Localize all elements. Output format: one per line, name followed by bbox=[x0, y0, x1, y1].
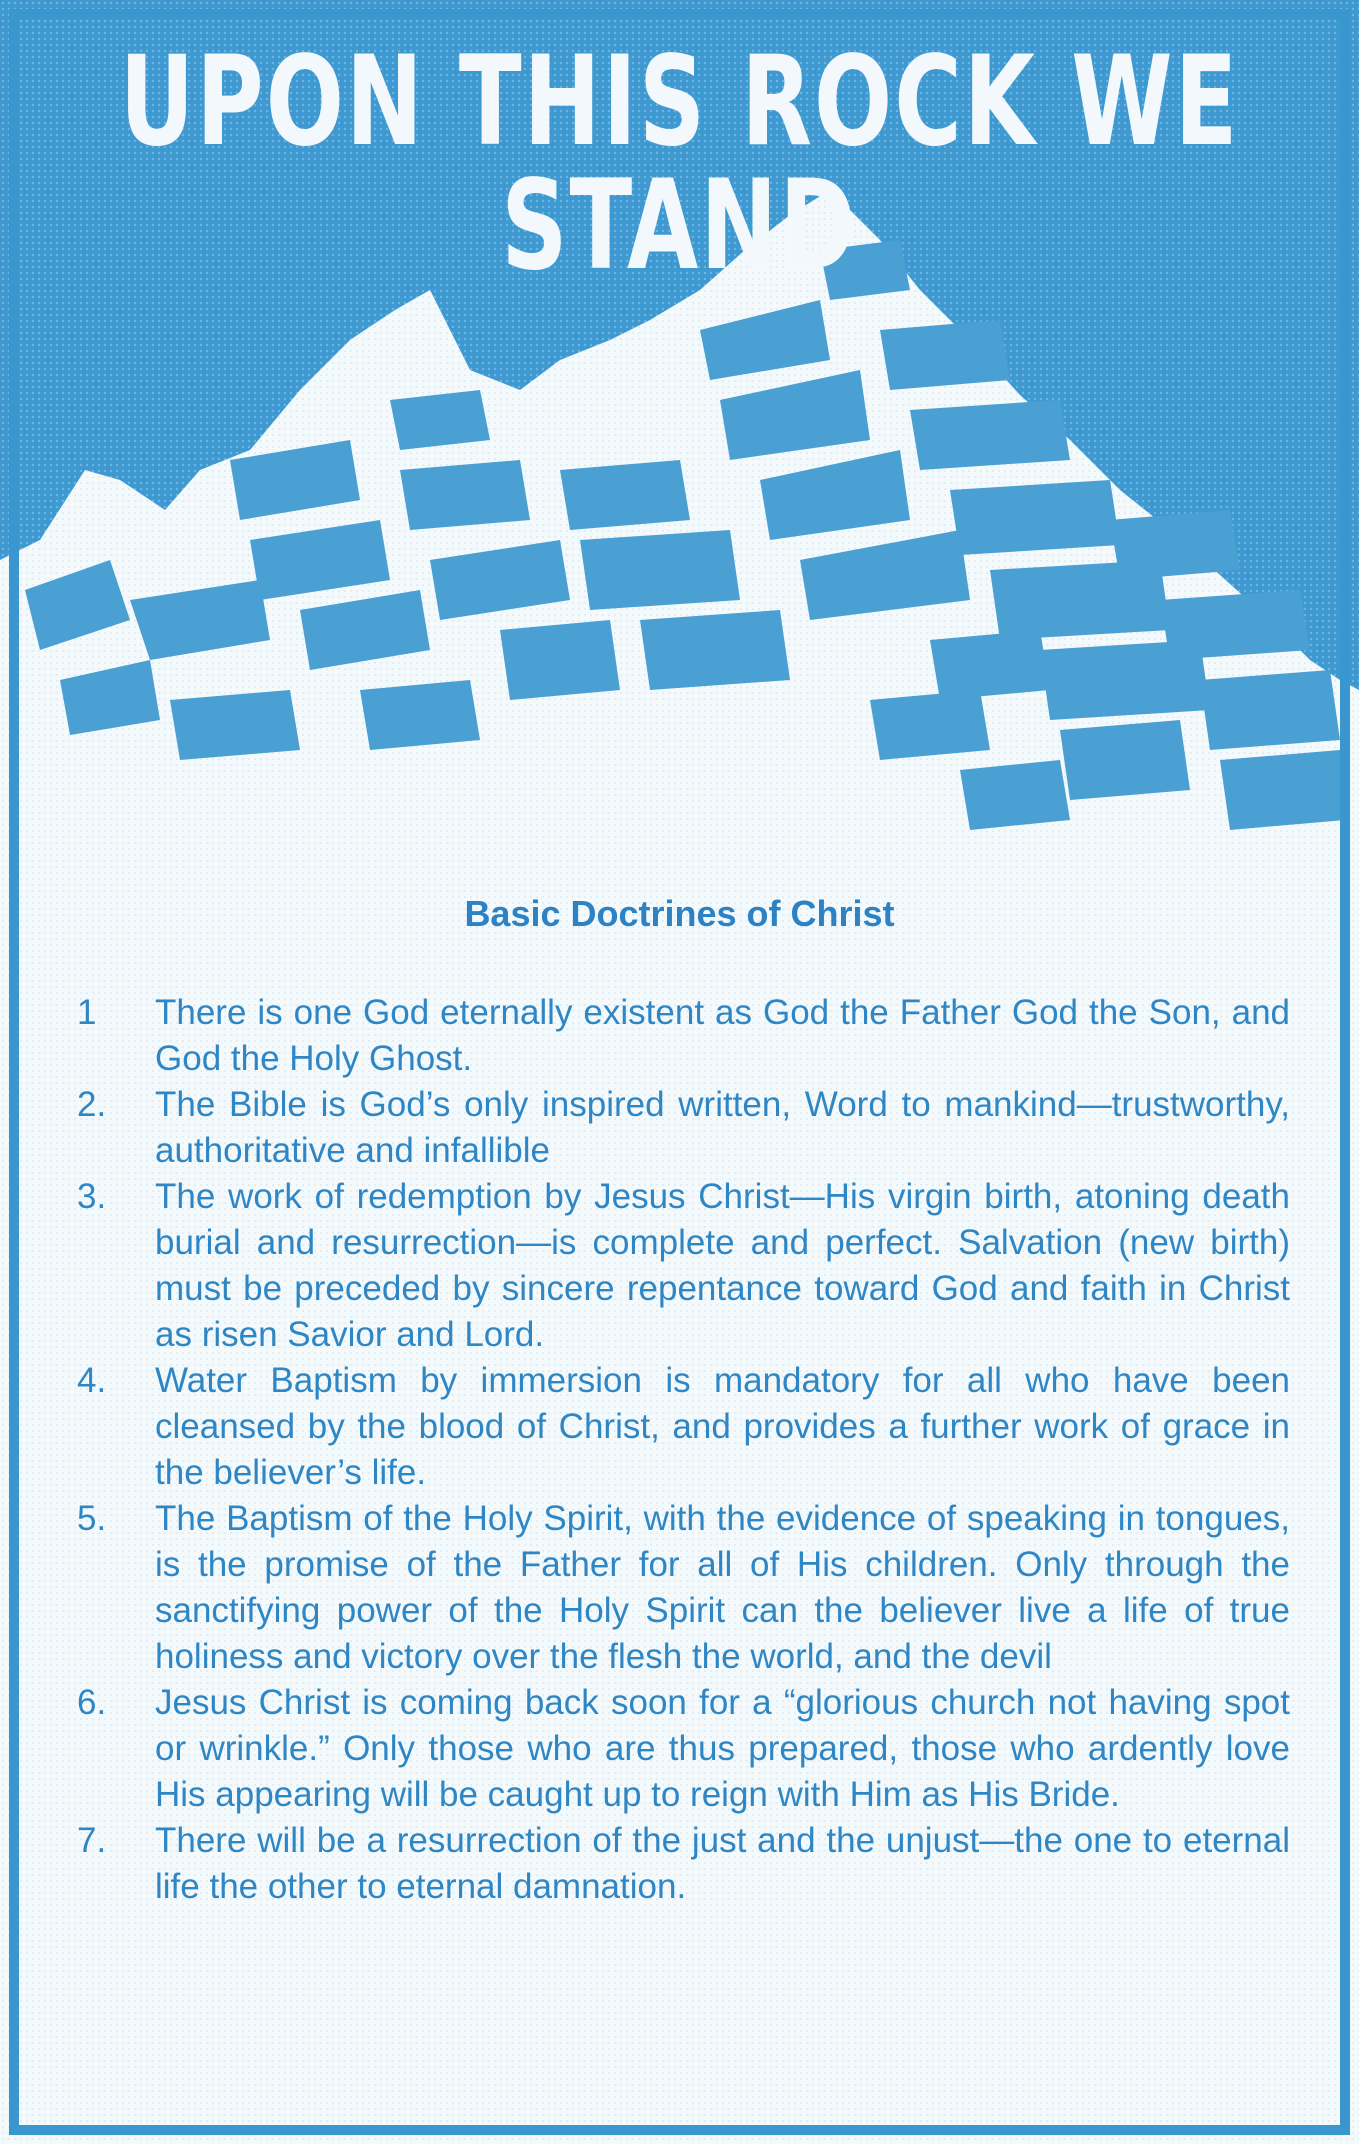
doctrine-text: Water Baptism by immersion is mandatory for all who have been cleansed by the blood of Christ, and provides a further work of grace in the believer’s life. bbox=[155, 1361, 1290, 1492]
page-title: UPON THIS ROCK WE STAND bbox=[119, 29, 1240, 298]
doctrine-text: There will be a resurrection of the just and the unjust—the one to eternal life the other to eternal damnation. bbox=[155, 1821, 1290, 1906]
doctrine-number: 1 bbox=[77, 993, 97, 1032]
doctrine-item bbox=[75, 1082, 1290, 1174]
doctrine-text: The Baptism of the Holy Spirit, with the evidence of speaking in tongues, is the promise of the Father for all of His children. Only through the sanctifying power of the Holy Spirit can the believer live a life of true holiness and victory over the flesh the world, and the devil bbox=[155, 1499, 1290, 1676]
doctrine-item bbox=[75, 1680, 1290, 1818]
doctrine-item bbox=[75, 990, 1290, 1082]
doctrine-item bbox=[75, 1358, 1290, 1496]
doctrine-text: Jesus Christ is coming back soon for a “glorious church not having spot or wrinkle.” Only those who are thus prepared, those who ardently love His appearing will be caught up to reign with Him as His Bride. bbox=[155, 1683, 1290, 1814]
doctrine-text: The work of redemption by Jesus Christ—His virgin birth, atoning death burial and resurrection—is complete and perfect. Salvation (new birth) must be preceded by sincere repentance toward God and faith in Christ as risen Savior and Lord. bbox=[155, 1177, 1290, 1354]
doctrine-text: The Bible is God’s only inspired written, Word to mankind—trustworthy, authoritative and infallible bbox=[155, 1085, 1290, 1170]
doctrine-number: 4. bbox=[77, 1361, 107, 1400]
doctrine-item bbox=[75, 1818, 1290, 1910]
doctrine-list bbox=[75, 990, 1290, 1910]
doctrine-number: 2. bbox=[77, 1085, 107, 1124]
doctrine-item bbox=[75, 1496, 1290, 1680]
section-heading: Basic Doctrines of Christ bbox=[464, 893, 895, 934]
doctrine-number: 6. bbox=[77, 1683, 107, 1722]
doctrine-text: There is one God eternally existent as God the Father God the Son, and God the Holy Ghost. bbox=[155, 993, 1290, 1078]
doctrine-number: 5. bbox=[77, 1499, 107, 1538]
doctrine-item bbox=[75, 1174, 1290, 1358]
doctrine-number: 7. bbox=[77, 1821, 107, 1860]
doctrine-number: 3. bbox=[77, 1177, 107, 1216]
